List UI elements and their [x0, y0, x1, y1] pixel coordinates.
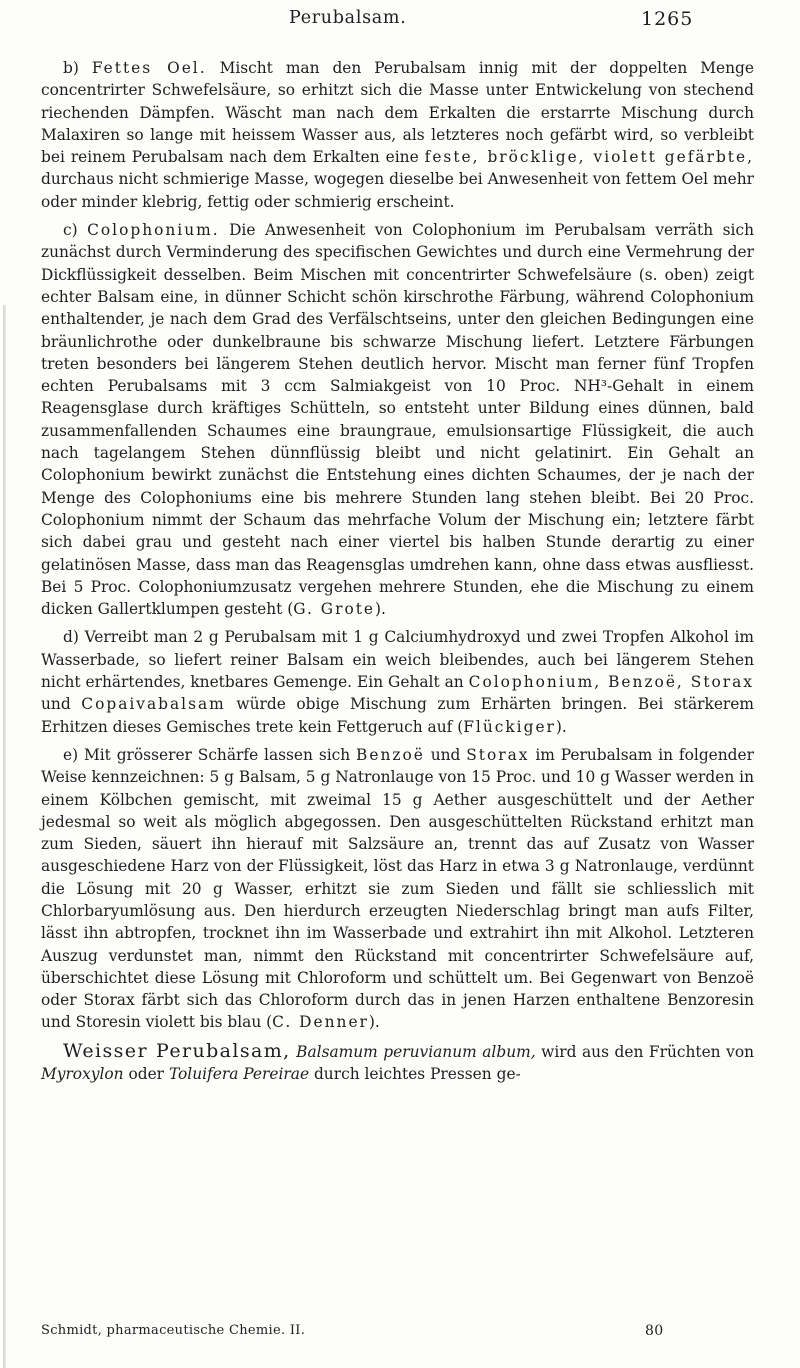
term-fettes-oel: Fettes Oel.	[91, 59, 207, 77]
body-text	[41, 57, 754, 1085]
scan-gutter-shadow	[3, 305, 6, 1368]
printer-signature: Schmidt, pharmaceutische Chemie. II.	[41, 1323, 306, 1338]
paragraph-e: e) Mit grösserer Schärfe lassen sich Benzoë und Storax im Perubalsam in folgender Weise kennzeichnen: 5 g Balsam, 5 g Natronlauge von 15 Proc. und 10 g Wasser werden in einem Kölbchen gemischt, mit zweimal 15 g Aether ausgeschüttelt und der Aether jedesmal so weit als möglich abgegossen. Den ausgeschüttelten Rückstand erhitzt man zum Sieden, säuert ihn hierauf mit Salzsäure an, trennt das auf Zusatz von Wasser ausgeschiedene Harz von der Flüssigkeit, löst das Harz in etwa 3 g Natronlauge, verdünnt die Lösung mit 20 g Wasser, erhitzt sie zum Sieden und fällt sie schliesslich mit Chlorbaryumlösung aus. Den hierdurch erzeugten Niederschlag bringt man aufs Filter, lässt ihn abtropfen, trocknet ihn im Wasserbade und extrahirt ihn mit Alkohol. Letzteren Auszug verdunstet man, nimmt den Rückstand mit concentrirter Schwefelsäure auf, überschichtet diese Lösung mit Chloroform und schüttelt um. Bei Gegenwart von Benzoë oder Storax färbt sich das Chloroform durch das in jenen Harzen enthaltene Benzoresin und Storesin violett bis blau (C. Denner).	[41, 745, 755, 1032]
sheet-number: 80	[645, 1323, 664, 1339]
author-denner: C. Denner	[272, 1013, 369, 1032]
paragraph-b: b) Fettes Oel. Mischt man den Perubalsam innig mit der doppelten Menge concentrirter Schwefelsäure, so erhitzt sich die Masse unter Entwickelung von stechend riechenden Dämpfen. Wäscht man nach dem Erkalten die erstarrte Mischung durch Malaxiren so lange mit heissem Wasser aus, als letzteres noch gefärbt wird, so verbleibt bei reinem Perubalsam nach dem Erkalten eine feste, bröcklige, violett gefärbte, durchaus nicht schmierige Masse, wogegen dieselbe bei Anwesenheit von fettem Oel mehr oder minder klebrig, fettig oder schmierig erscheint.	[41, 59, 754, 211]
page-number: 1265	[641, 8, 694, 30]
paragraph-d: d) Verreibt man 2 g Perubalsam mit 1 g Calciumhydroxyd und zwei Tropfen Alkohol im Wasserbade, so liefert reiner Balsam ein weich bleibendes, auch bei längerem Stehen nicht erhärtendes, knetbares Gemenge. Ein Gehalt an Colophonium, Benzoë, Storax und Copaivabalsam würde obige Mischung zum Erhärten bringen. Bei stärkerem Erhitzen dieses Gemisches trete kein Fettgeruch auf (Flückiger).	[41, 628, 754, 736]
author-grote: G. Grote	[293, 600, 376, 619]
heading-weisser-perubalsam: Weisser Perubalsam,	[63, 1039, 291, 1062]
paragraph-c: c) Colophonium. Die Anwesenheit von Colophonium im Perubalsam verräth sich zunächst durch Verminderung des specifischen Gewichtes und durch eine Vermehrung der Dickflüssigkeit desselben. Beim Mischen mit concentrirter Schwefelsäure (s. oben) zeigt echter Balsam eine, in dünner Schicht schön kirschrothe Färbung, während Colophonium enthaltender, je nach dem Grad des Verfälschtseins, unter den gleichen Bedingungen eine bräunlichrothe oder dunkelbraune bis schwarze Mischung liefert. Letztere Färbungen treten besonders bei längerem Stehen deutlich hervor. Mischt man ferner fünf Tropfen echten Perubalsams mit 3 ccm Salmiakgeist von 10 Proc. NH³-Gehalt in einem Reagensglase durch kräftiges Schütteln, so entsteht unter Bildung eines dünnen, bald zusammenfallenden Schaumes eine braungraue, emulsionsartige Flüssigkeit, die auch nach tagelangem Stehen dünnflüssig bleibt und nicht gelatinirt. Ein Gehalt an Colophonium bewirkt zunächst die Entstehung eines dichten Schaumes, der je nach der Menge des Colophoniums eine bis mehrere Stunden lang stehen bleibt. Bei 20 Proc. Colophonium nimmt der Schaum das mehrfache Volum der Mischung ein; letztere färbt sich dabei grau und gesteht nach einer viertel bis halben Stunde derartig zu einer gelatinösen Masse, dass man das Reagensglas umdrehen kann, ohne dass etwas ausfliesst. Bei 5 Proc. Colophoniumzusatz vergehen mehrere Stunden, ehe die Mischung zu einem dicken Gallertklumpen gesteht (G. Grote).	[41, 221, 754, 619]
author-flueckiger: Flückiger	[463, 717, 556, 736]
page-header	[0, 6, 800, 36]
term-colophonium: Colophonium.	[87, 221, 220, 240]
running-title: Perubalsam.	[289, 8, 407, 28]
paragraph-weisser-perubalsam: Weisser Perubalsam, Balsamum peruvianum album, wird aus den Früchten von Myroxylon oder Toluifera Pereirae durch leichtes Pressen ge-	[41, 1039, 754, 1084]
page-footer	[41, 1323, 754, 1338]
